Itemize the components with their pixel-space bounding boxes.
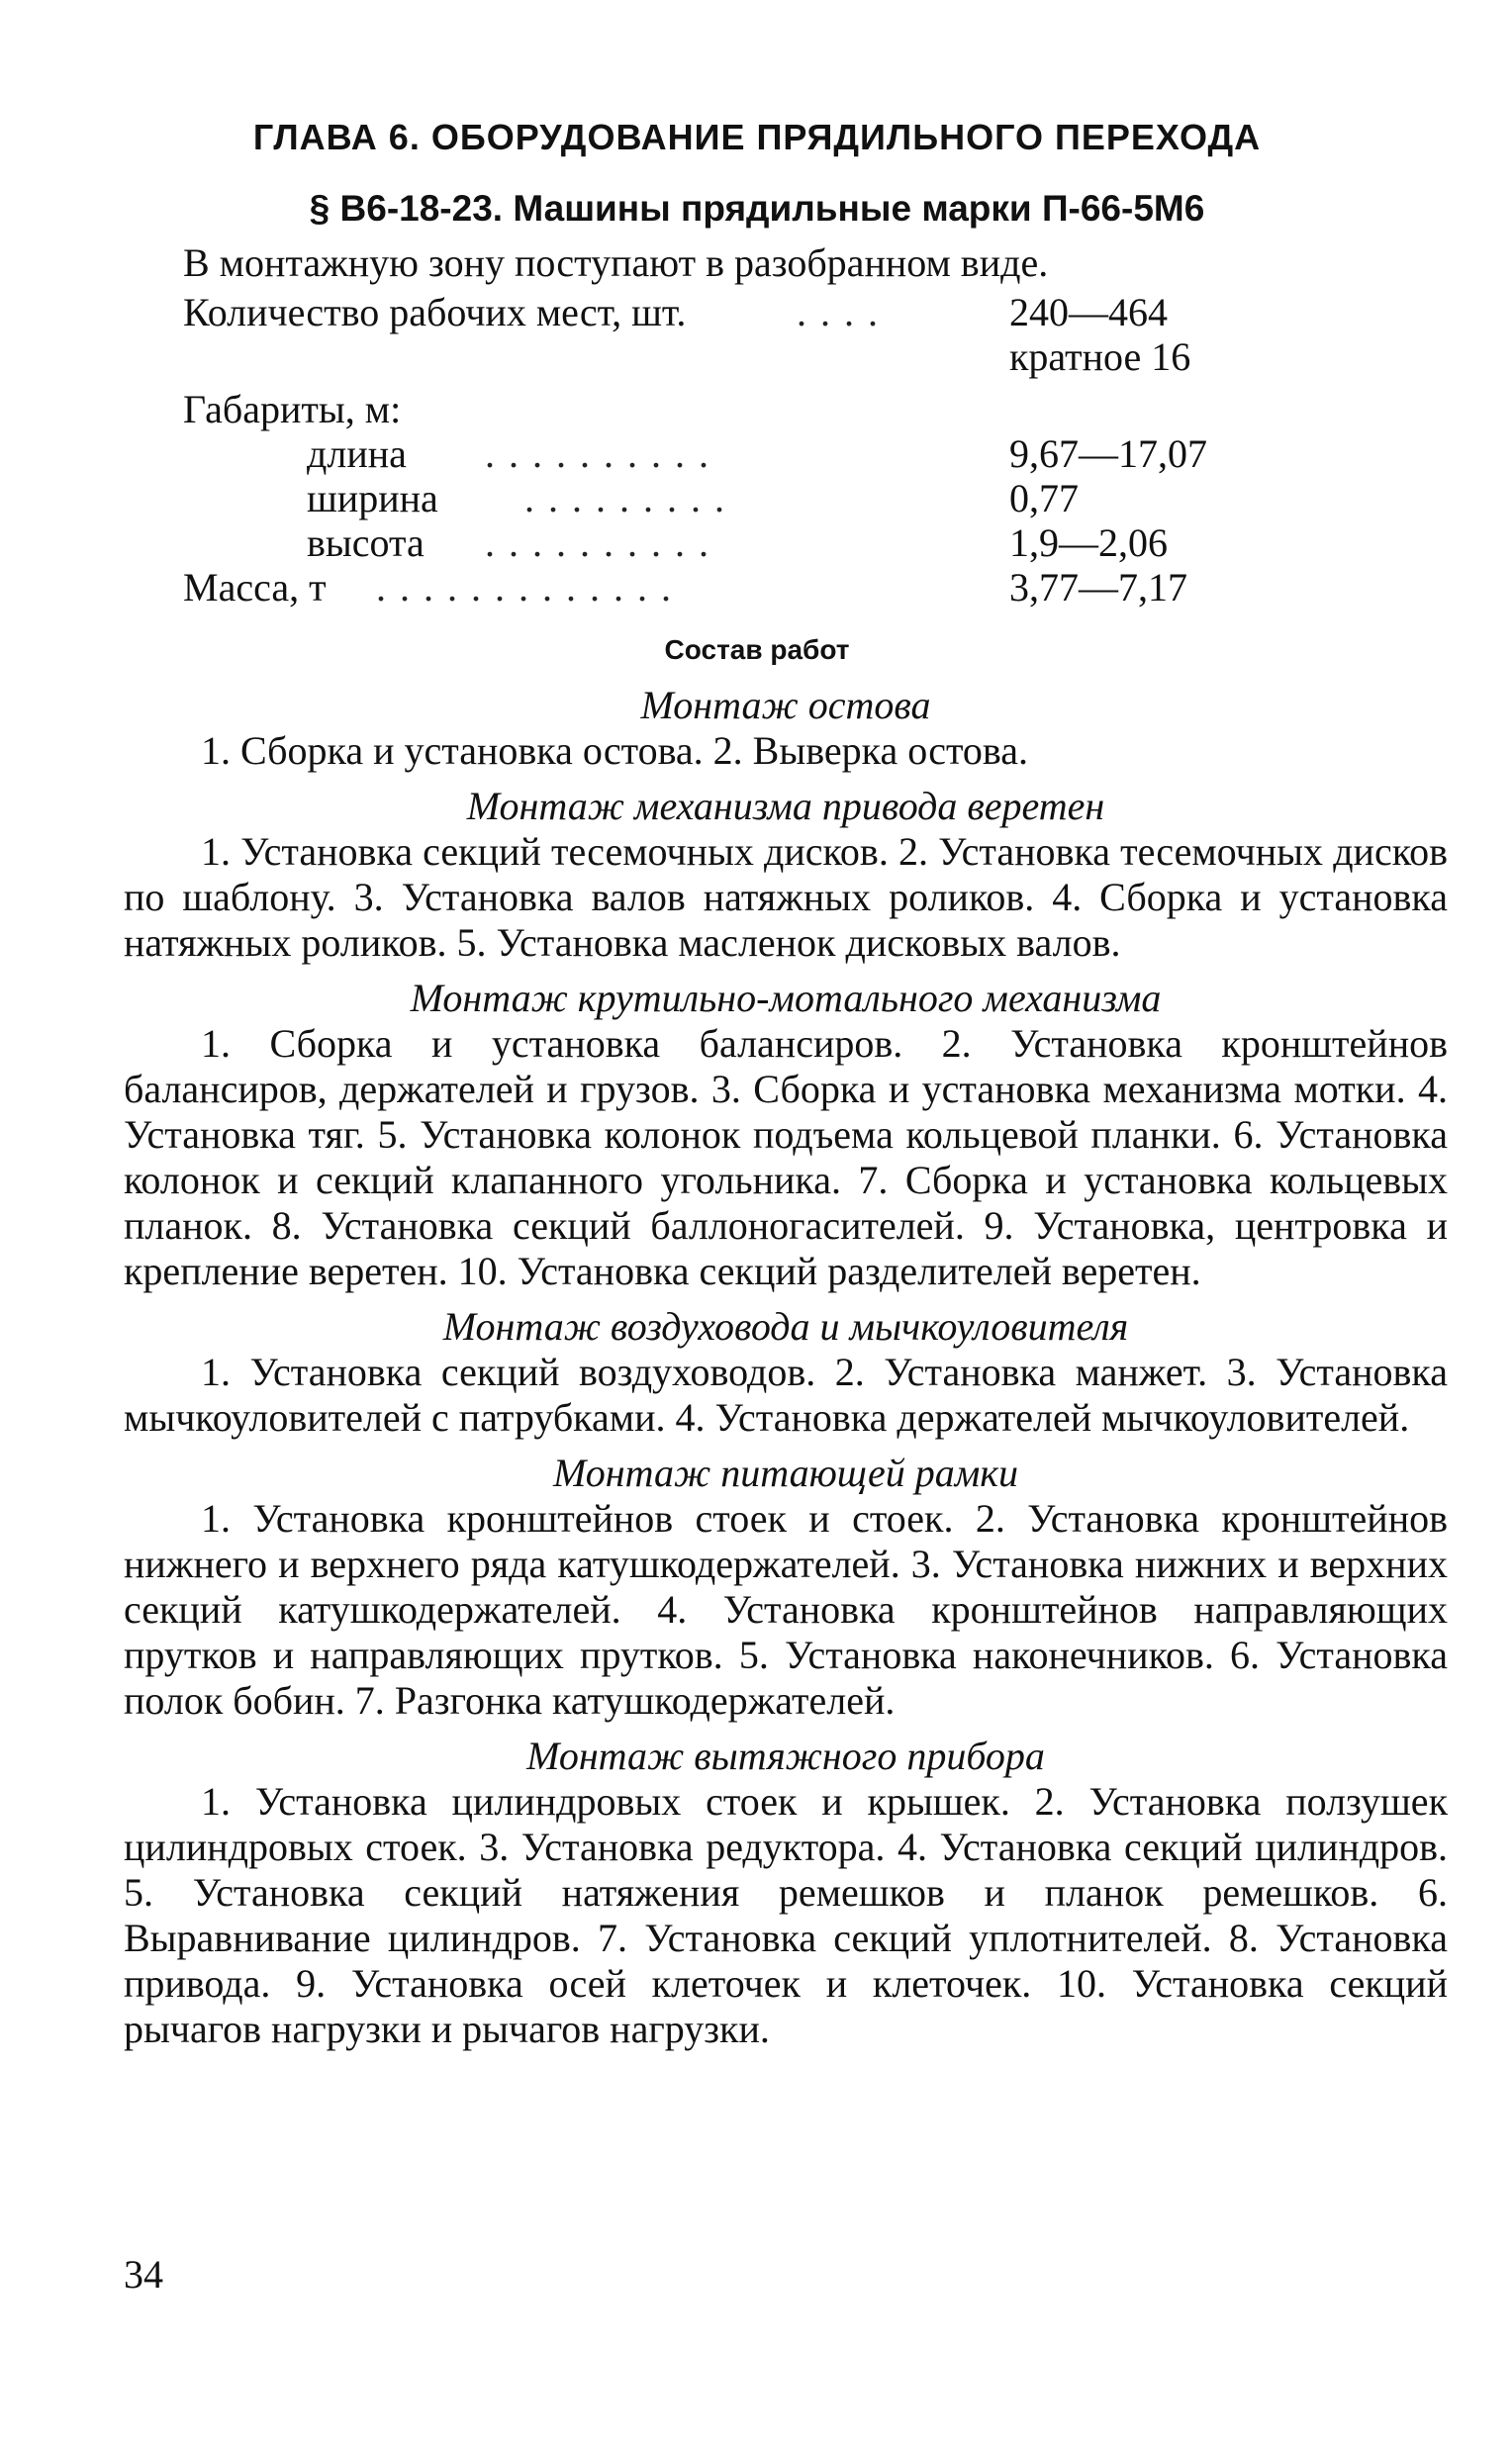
spec-row-mass: Масса, т ............. 3,77—7,17 bbox=[183, 565, 1187, 610]
section-subtitle: Монтаж вытяжного прибора bbox=[526, 1734, 1045, 1778]
spec-value: 240—464 bbox=[1009, 290, 1168, 334]
spec-label: Количество рабочих мест, шт. bbox=[183, 290, 687, 334]
section-subtitle: Монтаж остова bbox=[640, 683, 931, 727]
spec-value: 0,77 bbox=[1009, 476, 1079, 520]
spec-row-length: длина .......... 9,67—17,07 bbox=[307, 431, 1207, 476]
spec-label: ширина bbox=[307, 476, 438, 520]
spec-label: Масса, т bbox=[183, 565, 327, 610]
spec-label: длина bbox=[307, 431, 407, 476]
work-composition-title: Состав работ bbox=[664, 634, 850, 665]
spec-row-workplaces: Количество рабочих мест, шт. .... 240—464 bbox=[183, 290, 1168, 334]
section-paragraph: 1. Установка секций воздуховодов. 2. Установка манжет. 3. Установка мычкоуловителей с патрубками. 4. Установка держателей мычкоуловителей. bbox=[124, 1350, 1448, 1440]
section-subtitle: Монтаж механизма привода веретен bbox=[466, 784, 1105, 828]
section-paragraph: 1. Установка кронштейнов стоек и стоек. 2. Установка кронштейнов нижнего и верхнего ряда катушкодержателей. 3. Установка нижних и верхних секций катушкодержателей. 4. Установка кронштейнов направляющих прутков и направляющих прутков. 5. Установка наконечников. 6. Установка полок бобин. 7. Разгонка катушкодержателей. bbox=[124, 1496, 1448, 1723]
intro-text: В монтажную зону поступают в разобранном виде. bbox=[183, 240, 1049, 285]
page-number: 34 bbox=[124, 2252, 163, 2297]
spec-row-note bbox=[183, 333, 1272, 378]
specs-table bbox=[183, 289, 1272, 609]
spec-row-height: высота .......... 1,9—2,06 bbox=[307, 520, 1168, 565]
spec-label: Габариты, м: bbox=[183, 387, 402, 431]
section-subtitle: Монтаж крутильно-мотального механизма bbox=[410, 976, 1162, 1020]
work-sections bbox=[124, 683, 1448, 2052]
spec-row-dimensions bbox=[183, 386, 1272, 430]
chapter-title: ГЛАВА 6. ОБОРУДОВАНИЕ ПРЯДИЛЬНОГО ПЕРЕХОДА bbox=[252, 117, 1262, 157]
spec-value: 3,77—7,17 bbox=[1009, 565, 1187, 610]
spec-label: высота bbox=[307, 520, 425, 565]
section-paragraph: 1. Установка секций тесемочных дисков. 2. Установка тесемочных дисков по шаблону. 3. Установка валов натяжных роликов. 4. Сборка и установка натяжных роликов. 5. Установка масленок дисковых валов. bbox=[124, 829, 1448, 965]
spec-row-width: ширина ......... 0,77 bbox=[307, 476, 1079, 520]
spec-value: 9,67—17,07 bbox=[1009, 431, 1207, 476]
section-subtitle: Монтаж питающей рамки bbox=[553, 1451, 1018, 1495]
spec-note: кратное 16 bbox=[1009, 334, 1191, 379]
section-title: § В6-18-23. Машины прядильные марки П-66-5М6 bbox=[309, 188, 1205, 229]
section-paragraph: 1. Сборка и установка остова. 2. Выверка остова. bbox=[201, 728, 1029, 773]
section-paragraph: 1. Установка цилиндровых стоек и крышек. 2. Установка ползушек цилиндровых стоек. 3. Установка редуктора. 4. Установка секций цилиндров. 5. Установка секций натяжения ремешков и планок ремешков. 6. Выравнивание цилиндров. 7. Установка секций уплотнителей. 8. Установка привода. 9. Установка осей клеточек и клеточек. 10. Установка секций рычагов нагрузки и рычагов нагрузки. bbox=[124, 1779, 1448, 2051]
section-subtitle: Монтаж воздуховода и мычкоуловителя bbox=[442, 1304, 1129, 1349]
spec-value: 1,9—2,06 bbox=[1009, 520, 1168, 565]
section-paragraph: 1. Сборка и установка балансиров. 2. Установка кронштейнов балансиров, держателей и грузов. 3. Сборка и установка механизма мотки. 4. Установка тяг. 5. Установка колонок подъема кольцевой планки. 6. Установка колонок и секций клапанного угольника. 7. Сборка и установка кольцевых планок. 8. Установка секций баллоногасителей. 9. Установка, центровка и крепление веретен. 10. Установка секций разделителей веретен. bbox=[124, 1021, 1448, 1293]
